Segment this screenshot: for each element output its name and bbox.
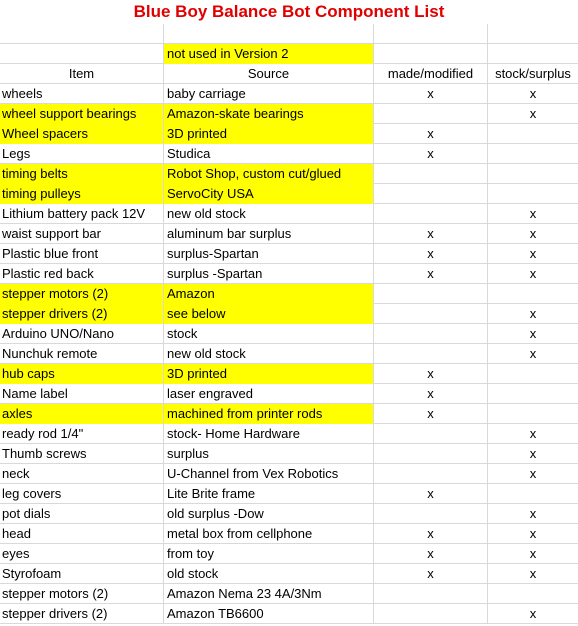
- legend-row: [0, 44, 578, 64]
- table-row: [0, 324, 578, 344]
- source-cell[interactable]: stock- Home Hardware: [164, 424, 374, 444]
- stock-cell[interactable]: [488, 144, 578, 164]
- made-cell[interactable]: x: [374, 144, 488, 164]
- legend-cell[interactable]: not used in Version 2: [164, 44, 374, 64]
- stock-cell[interactable]: x: [529, 346, 537, 361]
- item-cell[interactable]: waist support bar: [0, 224, 164, 244]
- source-cell[interactable]: 3D printed: [164, 124, 374, 144]
- item-cell[interactable]: stepper motors (2): [0, 284, 164, 304]
- cell[interactable]: [374, 44, 488, 64]
- item-cell[interactable]: hub caps: [0, 364, 164, 384]
- made-cell[interactable]: x: [374, 84, 488, 104]
- made-cell[interactable]: x: [374, 484, 488, 504]
- item-cell[interactable]: stepper motors (2): [0, 584, 164, 604]
- item-cell[interactable]: ready rod 1/4": [0, 424, 164, 444]
- made-cell[interactable]: x: [374, 524, 488, 544]
- source-cell[interactable]: from toy: [164, 544, 374, 564]
- cell[interactable]: [488, 44, 578, 64]
- table-row: [0, 424, 578, 444]
- stock-cell[interactable]: [488, 404, 578, 424]
- source-cell[interactable]: stock: [164, 324, 374, 344]
- stock-cell[interactable]: x: [529, 86, 537, 101]
- made-cell[interactable]: [374, 104, 488, 124]
- sheet-title: Blue Boy Balance Bot Component List: [133, 2, 445, 21]
- header-item[interactable]: Item: [0, 64, 164, 84]
- stock-cell[interactable]: x: [529, 266, 537, 281]
- made-cell[interactable]: x: [374, 544, 488, 564]
- table-row: [0, 184, 578, 204]
- table-row: [0, 544, 578, 564]
- made-cell[interactable]: [374, 464, 488, 484]
- source-cell[interactable]: Amazon TB6600: [164, 604, 374, 624]
- stock-cell[interactable]: x: [529, 526, 537, 541]
- table-row: [0, 564, 578, 584]
- item-cell[interactable]: leg covers: [0, 484, 164, 504]
- header-source[interactable]: Source: [164, 64, 374, 84]
- item-cell[interactable]: axles: [0, 404, 164, 424]
- item-cell[interactable]: Plastic red back: [0, 264, 164, 284]
- stock-cell[interactable]: [488, 124, 578, 144]
- stock-cell[interactable]: x: [529, 606, 537, 621]
- item-cell[interactable]: Thumb screws: [0, 444, 164, 464]
- made-cell[interactable]: [374, 604, 488, 624]
- spreadsheet: [0, 24, 578, 624]
- source-cell[interactable]: surplus: [164, 444, 374, 464]
- stock-cell[interactable]: [488, 364, 578, 384]
- cell[interactable]: [0, 24, 164, 44]
- source-cell[interactable]: Robot Shop, custom cut/glued: [164, 164, 374, 184]
- table-row: [0, 144, 578, 164]
- header-stock[interactable]: stock/surplus: [495, 66, 571, 81]
- stock-cell[interactable]: [488, 164, 578, 184]
- source-cell[interactable]: machined from printer rods: [164, 404, 374, 424]
- stock-cell[interactable]: x: [529, 226, 537, 241]
- table-row: [0, 584, 578, 604]
- item-cell[interactable]: stepper drivers (2): [0, 304, 164, 324]
- table-row: [0, 384, 578, 404]
- made-cell[interactable]: [374, 444, 488, 464]
- table-row: [0, 164, 578, 184]
- source-cell[interactable]: new old stock: [164, 344, 374, 364]
- cell[interactable]: [164, 24, 374, 44]
- source-cell[interactable]: 3D printed: [164, 364, 374, 384]
- stock-cell[interactable]: x: [529, 326, 537, 341]
- made-cell[interactable]: [374, 184, 488, 204]
- item-cell[interactable]: eyes: [0, 544, 164, 564]
- item-cell[interactable]: Nunchuk remote: [0, 344, 164, 364]
- stock-cell[interactable]: x: [529, 426, 537, 441]
- source-cell[interactable]: baby carriage: [164, 84, 374, 104]
- item-cell[interactable]: stepper drivers (2): [0, 604, 164, 624]
- made-cell[interactable]: x: [374, 244, 488, 264]
- stock-cell[interactable]: x: [529, 306, 537, 321]
- source-cell[interactable]: Amazon-skate bearings: [164, 104, 374, 124]
- item-cell[interactable]: Wheel spacers: [0, 124, 164, 144]
- table-row: [0, 484, 578, 504]
- table-row: [0, 364, 578, 384]
- made-cell[interactable]: [374, 504, 488, 524]
- header-row: [0, 64, 578, 84]
- made-cell[interactable]: [374, 324, 488, 344]
- stock-cell[interactable]: x: [529, 106, 537, 121]
- table-row: [0, 124, 578, 144]
- source-cell[interactable]: Lite Brite frame: [164, 484, 374, 504]
- item-cell[interactable]: Styrofoam: [0, 564, 164, 584]
- source-cell[interactable]: U-Channel from Vex Robotics: [164, 464, 374, 484]
- item-cell[interactable]: wheel support bearings: [0, 104, 164, 124]
- table-row: [0, 444, 578, 464]
- source-cell[interactable]: aluminum bar surplus: [164, 224, 374, 244]
- item-cell[interactable]: pot dials: [0, 504, 164, 524]
- stock-cell[interactable]: x: [529, 446, 537, 461]
- item-cell[interactable]: Plastic blue front: [0, 244, 164, 264]
- made-cell[interactable]: [374, 584, 488, 604]
- table-row: [0, 284, 578, 304]
- cell[interactable]: [488, 24, 578, 44]
- table-row: [0, 464, 578, 484]
- stock-cell[interactable]: x: [529, 246, 537, 261]
- stock-cell[interactable]: x: [529, 206, 537, 221]
- item-cell[interactable]: neck: [0, 464, 164, 484]
- stock-cell[interactable]: x: [529, 506, 537, 521]
- source-cell[interactable]: metal box from cellphone: [164, 524, 374, 544]
- made-cell[interactable]: [374, 344, 488, 364]
- made-cell[interactable]: x: [374, 384, 488, 404]
- made-cell[interactable]: x: [374, 404, 488, 424]
- stock-cell[interactable]: [488, 484, 578, 504]
- table-row: [0, 264, 578, 284]
- item-cell[interactable]: timing pulleys: [0, 184, 164, 204]
- table-row: [0, 244, 578, 264]
- blank-row: [0, 24, 578, 44]
- table-row: [0, 604, 578, 624]
- source-cell[interactable]: Amazon: [164, 284, 374, 304]
- cell[interactable]: [0, 44, 164, 64]
- source-cell[interactable]: ServoCity USA: [164, 184, 374, 204]
- source-cell[interactable]: old stock: [164, 564, 374, 584]
- source-cell[interactable]: surplus-Spartan: [164, 244, 374, 264]
- made-cell[interactable]: x: [374, 124, 488, 144]
- cell[interactable]: [374, 24, 488, 44]
- made-cell[interactable]: x: [374, 264, 488, 284]
- stock-cell[interactable]: [488, 384, 578, 404]
- made-cell[interactable]: [374, 164, 488, 184]
- source-cell[interactable]: laser engraved: [164, 384, 374, 404]
- item-cell[interactable]: Lithium battery pack 12V: [0, 204, 164, 224]
- stock-cell[interactable]: x: [529, 566, 537, 581]
- stock-cell[interactable]: x: [529, 466, 537, 481]
- made-cell[interactable]: [374, 204, 488, 224]
- stock-cell[interactable]: [488, 284, 578, 304]
- item-cell[interactable]: Name label: [0, 384, 164, 404]
- table-row: [0, 304, 578, 324]
- table-row: [0, 344, 578, 364]
- stock-cell[interactable]: x: [529, 546, 537, 561]
- source-cell[interactable]: Amazon Nema 23 4A/3Nm: [164, 584, 374, 604]
- made-cell[interactable]: [374, 304, 488, 324]
- made-cell[interactable]: x: [374, 224, 488, 244]
- table-row: [0, 104, 578, 124]
- table-row: [0, 404, 578, 424]
- made-cell[interactable]: x: [374, 364, 488, 384]
- table-row: [0, 84, 578, 104]
- item-cell[interactable]: Arduino UNO/Nano: [0, 324, 164, 344]
- source-cell[interactable]: see below: [164, 304, 374, 324]
- data-rows: [0, 84, 578, 624]
- table-row: [0, 504, 578, 524]
- made-cell[interactable]: x: [374, 564, 488, 584]
- source-cell[interactable]: surplus -Spartan: [164, 264, 374, 284]
- table-row: [0, 524, 578, 544]
- item-cell[interactable]: Legs: [0, 144, 164, 164]
- item-cell[interactable]: head: [0, 524, 164, 544]
- table-row: [0, 224, 578, 244]
- made-cell[interactable]: [374, 424, 488, 444]
- stock-cell[interactable]: [488, 584, 578, 604]
- stock-cell[interactable]: [488, 184, 578, 204]
- table-row: [0, 204, 578, 224]
- made-cell[interactable]: [374, 284, 488, 304]
- source-cell[interactable]: new old stock: [164, 204, 374, 224]
- source-cell[interactable]: old surplus -Dow: [164, 504, 374, 524]
- item-cell[interactable]: wheels: [0, 84, 164, 104]
- item-cell[interactable]: timing belts: [0, 164, 164, 184]
- source-cell[interactable]: Studica: [164, 144, 374, 164]
- header-made[interactable]: made/modified: [374, 64, 488, 84]
